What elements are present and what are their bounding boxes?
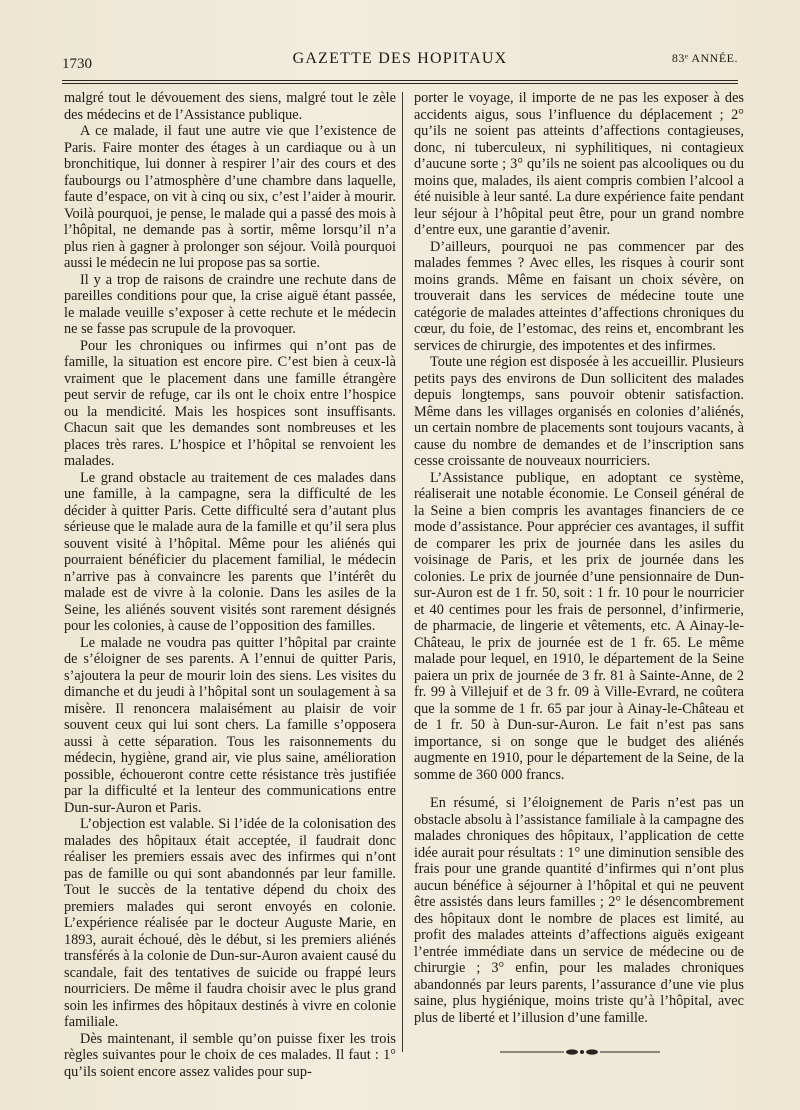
paragraph: En résumé, si l’éloignement de Paris n’est pas un obstacle absolu à l’assistance familiale à la campagne des malades chroniques des hôpitaux, l’application de cette idée aurait pour résultats : 1° une diminution sensible des frais pour une grande quantité d’infirmes qui n’ont plus aucun bénéfice à séjourner à l’hôpital et qui ne peuvent être assistés dans leurs familles ; 2° le désencombrement des hôpitaux dont le nombre de places est limité, au profit des malades atteints d’affections aiguës exigeant l’entrée immédiate dans un service de médecine ou de chirurgie ; 3° enfin, pour les malades chroniques abandonnés par leurs parents, l’assurance d’une vie plus saine, plus hygiénique, moins triste qu’à l’hôpital, avec plus de liberté et l’illusion d’une famille. <box>414 795 744 1026</box>
paragraph: Le grand obstacle au traitement de ces malades dans une famille, à la campagne, sera la difficulté de les décider à quitter Paris. Cette difficulté sera d’autant plus sérieuse que le malade aura de la famille et qu’il sera plus souvent visité à l’hôpital. Même pour les aliénés qui pourraient bénéficier du placement familial, le médecin n’arrive pas à convaincre les parents que l’intérêt du malade est de vivre à la colonie. Dans les asiles de la Seine, les aliénés souvent visités sont rarement désignés pour les colonies, à cause de l’opposition des familles. <box>64 469 396 634</box>
year-label: 83ᵉ ANNÉE. <box>671 51 738 65</box>
page-number: 1730 <box>62 56 92 72</box>
paragraph: L’Assistance publique, en adoptant ce système, réaliserait une notable économie. Le Conseil général de la Seine a bien compris les avantages financiers de ce mode d’assistance. Pour apprécier ces avantages, il suffit de comparer les prix de journée dans les asiles du voisinage de Paris, et les prix de journée dans les colonies. Le prix de journée d’une pensionnaire de Dun-sur-Auron est de 1 fr. 50, soit : 1 fr. 10 pour le nourricier et 40 centimes pour les frais de personnel, d’infirmerie, de pharmacie, de lingerie et vêtements, etc. A Ainay-le-Château, le prix de journée est de 1 fr. 65. Le même malade pour lequel, en 1910, le département de la Seine paiera un prix de journée de 3 fr. 81 à Sainte-Anne, de 2 fr. 99 à Villejuif et de 3 fr. 09 à Ville-Evrard, ne coûtera que la somme de 1 fr. 65 par jour à Ainay-le-Château et de 1 fr. 50 à Dun-sur-Auron. Le fait n’est pas sans importance, si on songe que le budget des aliénés augmente en 1910, pour le département de la Seine, de la somme de 360 000 francs. <box>414 469 744 783</box>
header-rule <box>62 80 738 81</box>
end-ornament <box>500 1046 660 1058</box>
column-divider <box>402 92 403 1052</box>
paragraph: Pour les chroniques ou infirmes qui n’ont pas de famille, la situation est encore pire. C’est bien à ceux-là vraiment que le placement dans une famille étrangère peut servir de refuge, car ils ont le choix entre l’hospice ou la mendicité. Mais les hospices sont insuffisants. Chacun sait que les demandes sont nombreuses et les places très rares. L’hospice et l’hôpital se renvoient les malades. <box>64 337 396 469</box>
paragraph: Il y a trop de raisons de craindre une rechute dans de pareilles conditions pour que, la crise aiguë étant passée, le malade veuille s’exposer à cette rechute et le médecin ne se fasse pas scrupule de la provoquer. <box>64 271 396 337</box>
paragraph: Le malade ne voudra pas quitter l’hôpital par crainte de s’éloigner de ses parents. A l’ennui de quitter Paris, s’ajoutera la peur de mourir loin des siens. Les visites du dimanche et du jeudi à l’hôpital sont un soulagement à sa misère. Il renoncera malaisément au plaisir de voir souvent ceux qui lui sont chers. La famille s’opposera aussi à cette séparation. Tous les raisonnements du médecin, hygiène, grand air, vie plus saine, amélioration possible, échoueront contre cette résistance très justifiée par la difficulté et la lenteur des communications entre Dun-sur-Auron et Paris. <box>64 634 396 816</box>
paragraph: malgré tout le dévouement des siens, malgré tout le zèle des médecins et de l’Assistance publique. <box>64 90 396 123</box>
page-header <box>62 48 738 74</box>
journal-title: GAZETTE DES HOPITAUX <box>292 50 508 67</box>
paragraph: A ce malade, il faut une autre vie que l’existence de Paris. Faire monter des étages à un cardiaque ou à un bronchitique, lui donner à respirer l’air des cours et des faubourgs ou l’atmosphère d’une chambre dans laquelle, faute d’espace, on vit à cinq ou six, c’est l’aider à mourir. Voilà pourquoi, je pense, le malade qui a passé des mois à l’hôpital, ne demande pas à sortir, même lorsqu’il n’a plus rien à gagner à prolonger son séjour. Voilà pourquoi aussi le médecin ne lui propose pas sa sortie. <box>64 123 396 271</box>
paragraph: Toute une région est disposée à les accueillir. Plusieurs petits pays des environs de Dun sollicitent des malades depuis longtemps, sans pouvoir obtenir satisfaction. Même dans les villages organisés en colonies d’aliénés, un certain nombre de placements sont toujours vacants, à cause du nombre de demandes et de l’inscription sans cesse croissante de nouveaux nourriciers. <box>414 354 744 469</box>
paragraph: porter le voyage, il importe de ne pas les exposer à des accidents aigus, sous l’influence du déplacement ; 2° qu’ils ne soient pas atteints d’affections contagieuses, donc, ni tuberculeux, ni syphilitiques, ni contagieux d’aucune sorte ; 3° qu’ils ne soient pas alcooliques ou du moins que, malades, ils aient compris combien l’alcool a été nuisible à leur santé. La dure expérience faite pendant leur séjour à l’hôpital peut être, pour un grand nombre d’entre eux, une garantie d’avenir. <box>414 90 744 238</box>
header-rule-second <box>62 83 738 84</box>
paragraph: Dès maintenant, il semble qu’on puisse fixer les trois règles suivantes pour le choix de ces malades. Il faut : 1° qu’ils soient encore assez valides pour sup- <box>64 1030 396 1080</box>
paragraph: L’objection est valable. Si l’idée de la colonisation des malades des hôpitaux était acceptée, il faudrait donc réaliser les premiers essais avec des infirmes qui n’ont pas de famille ou qui sont abandonnés par leur famille. Tout le succès de la tentative dépend du choix des premiers malades qui seront envoyés en colonie. L’expérience réalisée par le docteur Auguste Marie, en 1893, aurait échoué, dès le début, si les premiers aliénés transférés à la colonie de Dun-sur-Auron avaient causé du scandale, fait des tentatives de suicide ou frappé leurs nourriciers. De même il faudra choisir avec le plus grand soin les infirmes des hôpitaux destinés à vivre en colonie familiale. <box>64 816 396 1030</box>
right-column <box>414 90 744 1026</box>
left-column <box>64 90 396 1080</box>
paragraph: D’ailleurs, pourquoi ne pas commencer par des malades femmes ? Avec elles, les risques à courir sont moins grands. Même en faisant un choix sévère, on trouverait dans les services de médecine toute une catégorie de malades atteintes d’affections chroniques du cœur, du foie, de l’estomac, des reins et, encombrant les services de chirurgie, des impotentes et des infirmes. <box>414 238 744 354</box>
